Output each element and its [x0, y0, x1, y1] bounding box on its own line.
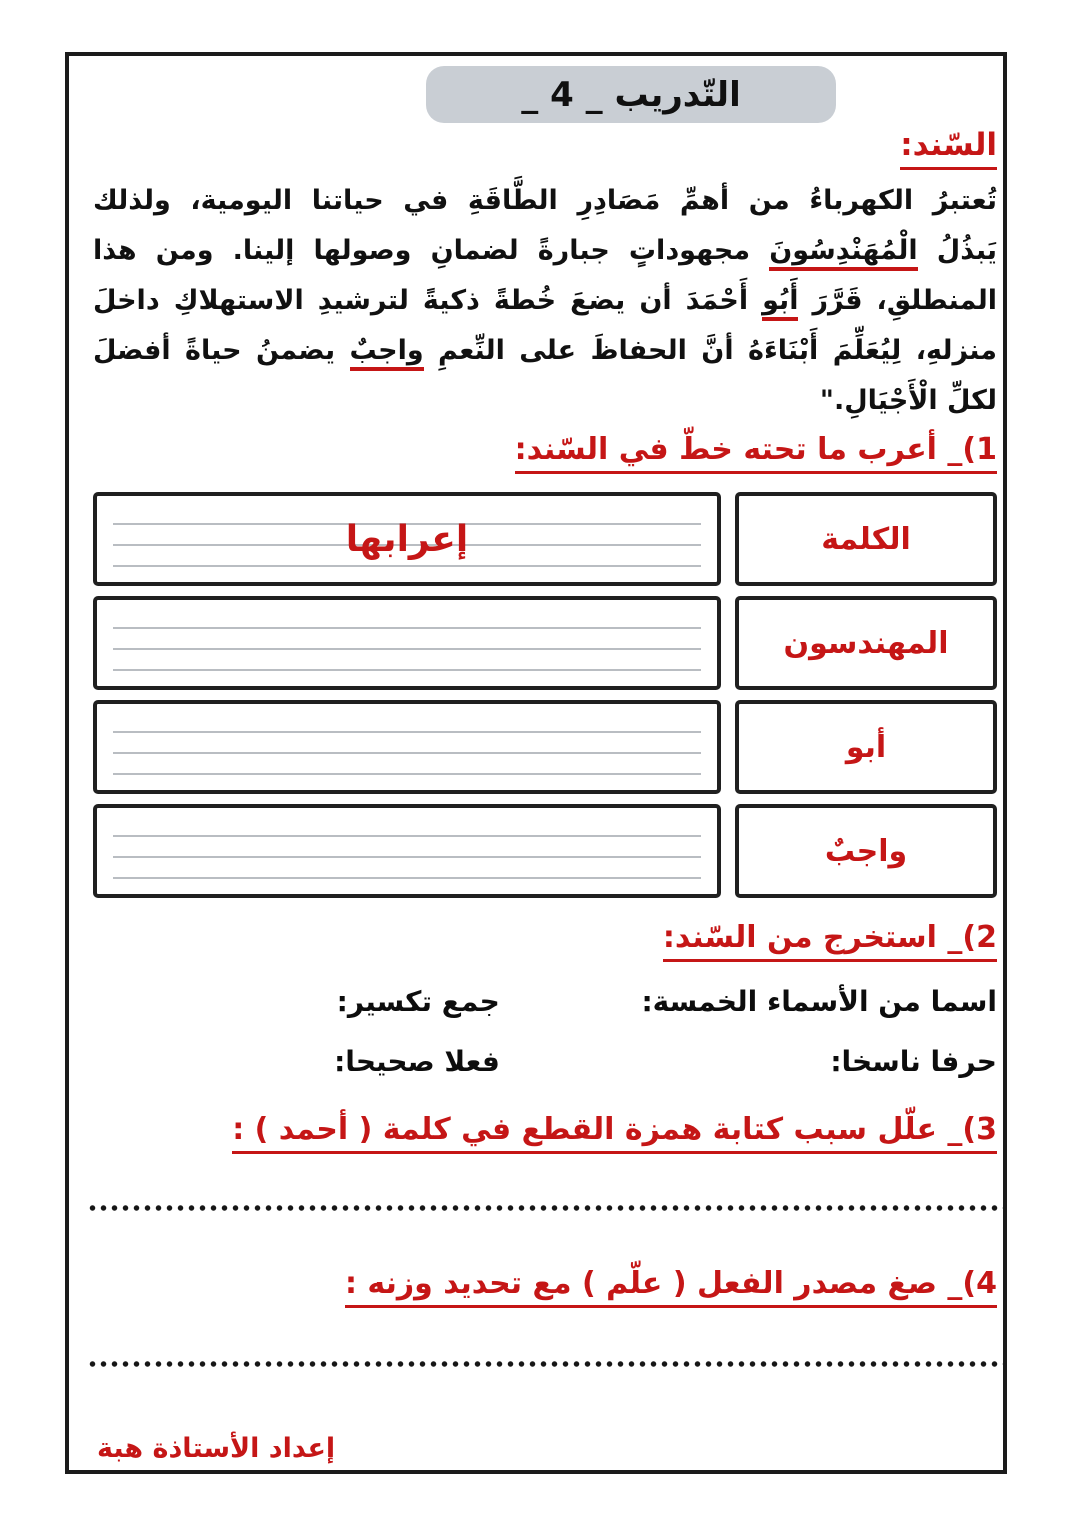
answer-cell [93, 596, 721, 690]
page-frame [65, 52, 1007, 1474]
extract-item-right [500, 1045, 997, 1078]
underlined-word: أَبُو [762, 285, 798, 321]
irab-row [93, 700, 997, 794]
sanad-line [93, 226, 997, 276]
q3-heading-row [93, 1112, 997, 1154]
answer-cell [93, 700, 721, 794]
extract-item-left [93, 1045, 500, 1078]
word-label: المهندسون [783, 625, 949, 661]
sanad-text: يَبذُلُ [917, 235, 997, 266]
answer-dotted-line-q3 [87, 1204, 1003, 1212]
extract-item-label: حرفا ناسخا: [830, 1044, 997, 1078]
sanad-text: منزلهِ، لِيُعَلِّمَ أَبْنَاءَهُ أنَّ الحفاظَ على النِّعمِ [423, 335, 997, 366]
q1-heading-row [93, 432, 997, 474]
sanad-text: لكلِّ الْأَجْيَالِ." [819, 385, 997, 416]
q3-heading: 3)_ علّل سبب كتابة همزة القطع في كلمة ( أحمد ) : [232, 1112, 997, 1154]
word-header-cell [735, 492, 997, 586]
answer-cell [93, 804, 721, 898]
irab-table-body [93, 596, 997, 898]
ruled-lines [113, 504, 701, 574]
extract-row [93, 1038, 997, 1084]
q1-heading: 1)_ أعرب ما تحته خطّ في السّند: [515, 432, 997, 474]
sanad-line [93, 176, 997, 226]
word-cell [735, 700, 997, 794]
ruled-lines [113, 816, 701, 886]
sanad-label: السّند: [900, 127, 997, 170]
extract-item-label: جمع تكسير: [336, 984, 500, 1018]
extract-item-label: فعلا صحيحا: [334, 1044, 500, 1078]
q4-heading-row [93, 1266, 997, 1308]
extract-row [93, 978, 997, 1024]
answer-header-cell [93, 492, 721, 586]
word-cell [735, 804, 997, 898]
extract-item-right [500, 985, 997, 1018]
extract-item-label: اسما من الأسماء الخمسة: [641, 984, 997, 1018]
ruled-lines [113, 712, 701, 782]
underlined-word: واجبٌ [350, 335, 424, 371]
footer-credit: إعداد الأستاذة هبة [97, 1433, 336, 1464]
q2-heading-row [93, 920, 997, 962]
sanad-text: مجهوداتٍ جبارةً لضمانِ وصولها إلينا. ومن هذا [93, 235, 770, 266]
extract-list [93, 978, 997, 1084]
answer-dotted-line-q4 [87, 1360, 1003, 1368]
exercise-title: التّدريب _ 4 _ [521, 74, 741, 115]
sanad-line [93, 326, 997, 376]
answer-header-label: إعرابها [345, 518, 469, 560]
irab-table [93, 492, 997, 898]
sanad-text: يضمنُ حياةً أفضلَ [93, 335, 350, 366]
extract-item-left [93, 985, 500, 1018]
word-cell [735, 596, 997, 690]
ruled-lines [113, 608, 701, 678]
sanad-text: أَحْمَدَ أن يضعَ خُطةً ذكيةً لترشيدِ الاستهلاكِ داخلَ [93, 285, 763, 316]
sanad-text: المنطلقِ، قَرَّرَ [798, 285, 997, 316]
irab-header-row [93, 492, 997, 586]
underlined-word: الْمُهَنْدِسُونَ [769, 235, 917, 271]
sanad-line [93, 276, 997, 326]
sanad-text: تُعتبرُ الكهرباءُ من أهمِّ مَصَادِرِ الطَّاقَةِ في حياتنا اليومية، ولذلك [93, 185, 997, 216]
word-label: واجبٌ [824, 833, 908, 869]
word-header-label: الكلمة [821, 521, 911, 557]
sanad-paragraph [93, 176, 997, 426]
irab-row [93, 596, 997, 690]
word-label: أبو [845, 729, 887, 765]
q4-heading: 4)_ صغ مصدر الفعل ( علّم ) مع تحديد وزنه : [345, 1266, 997, 1308]
q2-heading: 2)_ استخرج من السّند: [663, 920, 997, 962]
sanad-label-row [93, 127, 997, 170]
sanad-line [93, 376, 997, 426]
irab-row [93, 804, 997, 898]
exercise-title-box [426, 66, 836, 123]
